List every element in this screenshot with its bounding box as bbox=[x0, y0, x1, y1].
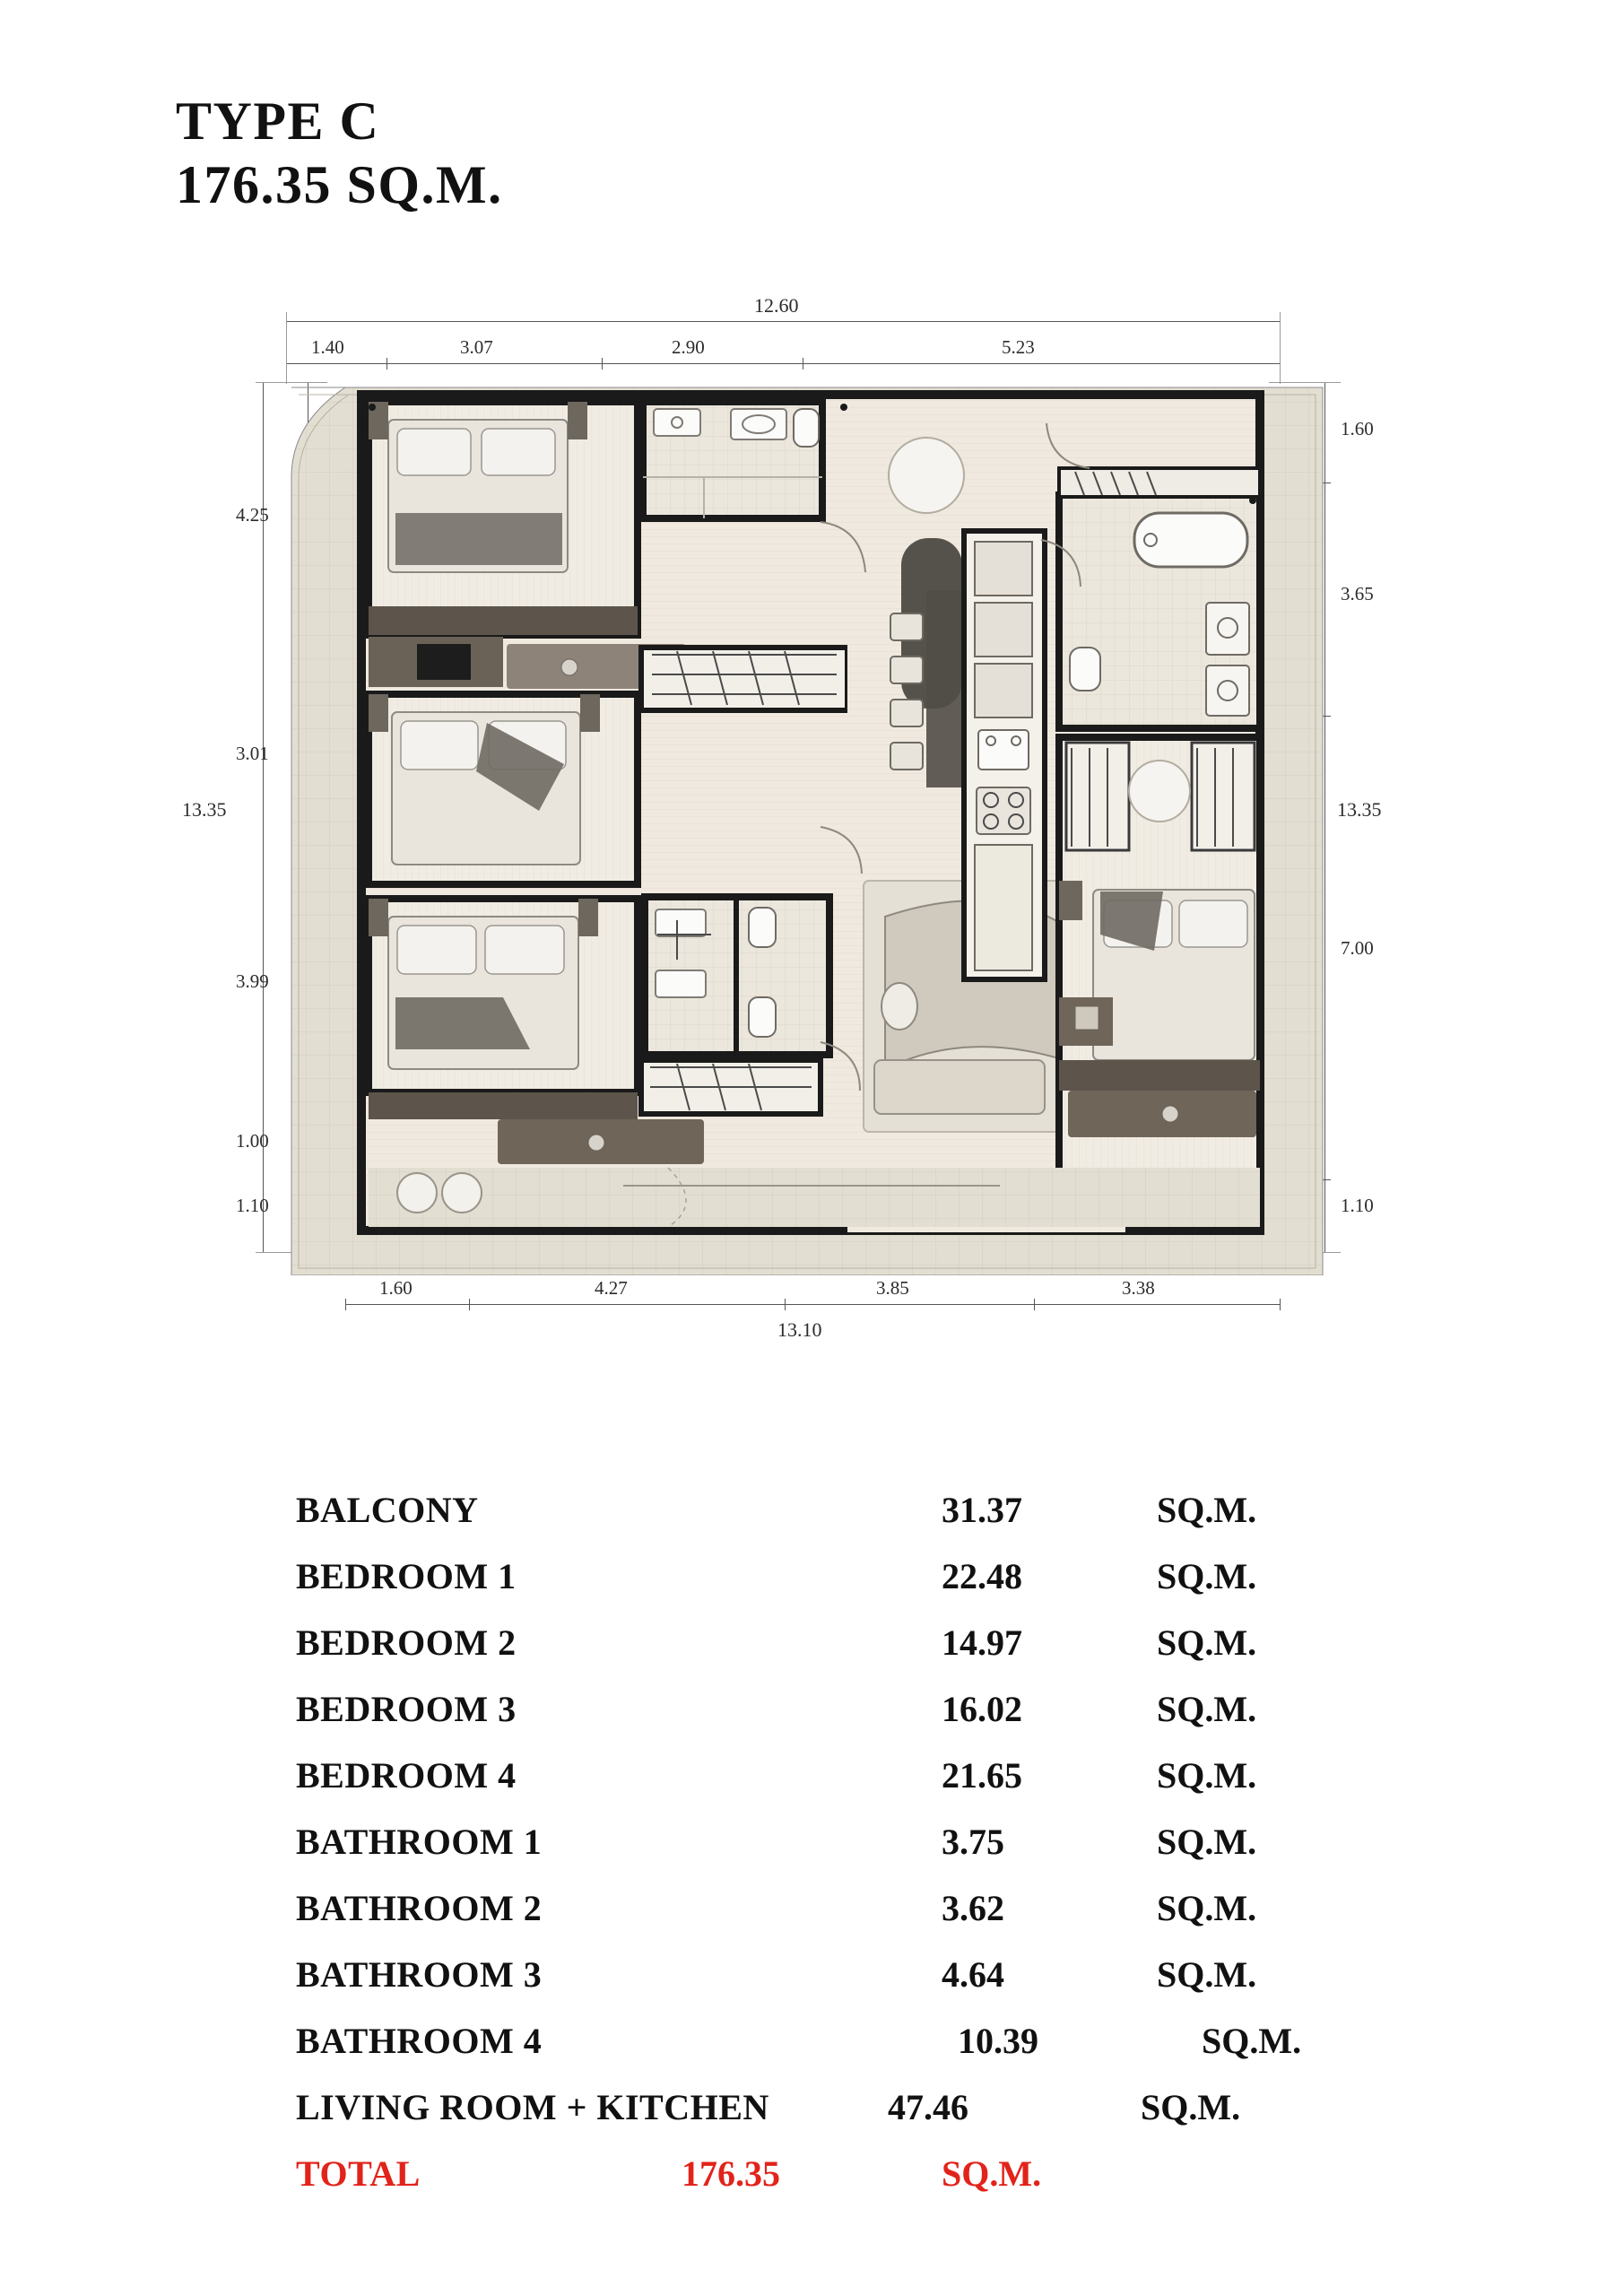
dim-tick bbox=[386, 358, 387, 370]
total-unit: SQ.M. bbox=[942, 2153, 1042, 2194]
area-label: BATHROOM 2 bbox=[296, 1888, 543, 1928]
dim-tick bbox=[1034, 1299, 1035, 1310]
dim-right-seg-4: 1.10 bbox=[1341, 1195, 1374, 1216]
area-label: LIVING ROOM + KITCHEN bbox=[296, 2087, 769, 2127]
dim-bottom-seg-4: 3.38 bbox=[1122, 1277, 1155, 1299]
dim-tick bbox=[1280, 1299, 1281, 1310]
area-label: BATHROOM 4 bbox=[296, 2021, 543, 2061]
area-label: BATHROOM 3 bbox=[296, 1954, 543, 1995]
dim-left-seg-4: 1.00 bbox=[236, 1130, 269, 1152]
dim-bottom-overall: 13.10 bbox=[777, 1318, 822, 1341]
dim-top-seg-2: 3.07 bbox=[460, 336, 493, 358]
extension-line bbox=[1280, 312, 1281, 384]
area-label: BALCONY bbox=[296, 1490, 479, 1530]
top-overall-dimension-line bbox=[286, 321, 1280, 322]
table-row bbox=[296, 1555, 1408, 1622]
dim-tick bbox=[602, 358, 603, 370]
area-value: 31.37 bbox=[942, 1490, 1022, 1530]
bottom-segment-dimension-line bbox=[345, 1304, 1280, 1305]
table-row bbox=[296, 1821, 1408, 1887]
dim-right-seg-1: 1.60 bbox=[1341, 418, 1374, 439]
dim-bottom-seg-2: 4.27 bbox=[595, 1277, 628, 1299]
floor-plan-drawing bbox=[282, 378, 1394, 1275]
dim-right-overall: 13.35 bbox=[1337, 798, 1382, 821]
dim-top-seg-3: 2.90 bbox=[672, 336, 705, 358]
area-value: 4.64 bbox=[942, 1954, 1004, 1995]
dim-left-seg-2: 3.01 bbox=[236, 743, 269, 764]
area-unit: SQ.M. bbox=[1157, 1755, 1257, 1796]
table-row bbox=[296, 1887, 1408, 1953]
table-row bbox=[296, 1754, 1408, 1821]
dim-left-overall: 13.35 bbox=[182, 798, 227, 821]
area-value: 22.48 bbox=[942, 1556, 1022, 1596]
title-line-area: 176.35 SQ.M. bbox=[176, 154, 503, 214]
dim-top-seg-4: 5.23 bbox=[1002, 336, 1035, 358]
area-schedule-table bbox=[296, 1489, 1408, 2219]
area-unit: SQ.M. bbox=[1202, 2021, 1302, 2061]
title-line-type: TYPE C bbox=[176, 91, 380, 151]
area-value: 14.97 bbox=[942, 1622, 1022, 1663]
dim-left-seg-1: 4.25 bbox=[236, 504, 269, 526]
dim-tick bbox=[469, 1299, 470, 1310]
table-row bbox=[296, 1489, 1408, 1555]
area-unit: SQ.M. bbox=[1157, 1490, 1257, 1530]
dim-bottom-seg-1: 1.60 bbox=[379, 1277, 413, 1299]
area-value: 47.46 bbox=[888, 2087, 968, 2127]
total-value: 176.35 bbox=[682, 2153, 780, 2194]
area-label: BEDROOM 4 bbox=[296, 1755, 517, 1796]
dim-left-seg-3: 3.99 bbox=[236, 970, 269, 992]
area-value: 21.65 bbox=[942, 1755, 1022, 1796]
table-row bbox=[296, 1688, 1408, 1754]
floor-plan-container bbox=[182, 294, 1457, 1435]
area-unit: SQ.M. bbox=[1141, 2087, 1241, 2127]
extension-line bbox=[286, 312, 287, 384]
dim-right-seg-3: 7.00 bbox=[1341, 937, 1374, 959]
dim-top-overall: 12.60 bbox=[754, 294, 799, 317]
area-unit: SQ.M. bbox=[1157, 1556, 1257, 1596]
area-value: 16.02 bbox=[942, 1689, 1022, 1729]
area-unit: SQ.M. bbox=[1157, 1622, 1257, 1663]
dim-top-seg-1: 1.40 bbox=[311, 336, 344, 358]
top-segment-dimension-line bbox=[286, 363, 1280, 364]
dim-left-seg-5: 1.10 bbox=[236, 1195, 269, 1216]
dim-tick bbox=[785, 1299, 786, 1310]
table-row-total bbox=[296, 2152, 1408, 2219]
area-label: BEDROOM 1 bbox=[296, 1556, 517, 1596]
table-row bbox=[296, 1622, 1408, 1688]
table-row bbox=[296, 1953, 1408, 2020]
dim-bottom-seg-3: 3.85 bbox=[876, 1277, 909, 1299]
table-row bbox=[296, 2086, 1408, 2152]
area-label: BEDROOM 3 bbox=[296, 1689, 517, 1729]
area-value: 3.62 bbox=[942, 1888, 1004, 1928]
total-label: TOTAL bbox=[296, 2153, 421, 2194]
area-value: 3.75 bbox=[942, 1822, 1004, 1862]
area-label: BEDROOM 2 bbox=[296, 1622, 517, 1663]
page-title bbox=[176, 90, 503, 217]
area-value: 10.39 bbox=[958, 2021, 1038, 2061]
table-row bbox=[296, 2020, 1408, 2086]
dim-tick bbox=[345, 1299, 346, 1310]
area-label: BATHROOM 1 bbox=[296, 1822, 543, 1862]
area-unit: SQ.M. bbox=[1157, 1888, 1257, 1928]
area-unit: SQ.M. bbox=[1157, 1689, 1257, 1729]
area-unit: SQ.M. bbox=[1157, 1954, 1257, 1995]
dim-right-seg-2: 3.65 bbox=[1341, 583, 1374, 604]
area-unit: SQ.M. bbox=[1157, 1822, 1257, 1862]
